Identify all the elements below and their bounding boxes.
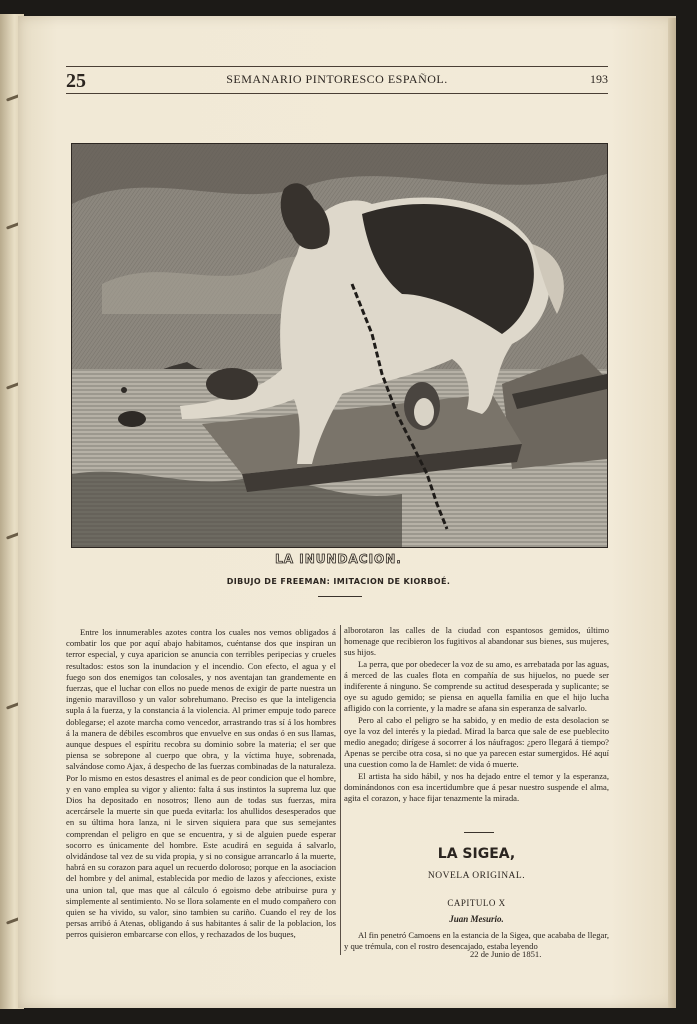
article-column-left: [66, 627, 336, 957]
article-paragraph: Pero al cabo el peligro se ha sabido, y en medio de esta desolacion se oye la voz del interés y la piedad. Mirad la barca que sale de ese pueblecito medio anegado; dirígese á socorrer á los náufragos: ¿pero llegará á tiempo? Apenas se percibe otra cosa, si no que ya parecen estar sumergidos. Hé aquí una cuestion como la de Hamlet: de vida ó muerte.: [344, 714, 609, 770]
swimming-puppy: [118, 411, 146, 427]
illustration-title: LA INUNDACION.: [275, 552, 402, 566]
novel-paragraph: Al fin penetró Camoens en la estancia de la Sigea, que acababa de llegar, y que trémula, con el rostro desencajado, estaba leyendo: [344, 930, 609, 952]
article-column-right: [344, 625, 609, 821]
chapter-heading: CAPITULO X: [447, 898, 506, 908]
chapter-name: Juan Mesurio.: [449, 914, 504, 924]
illustration-drawing: [72, 144, 607, 547]
novel-title: LA SIGEA,: [437, 846, 516, 862]
puppy-left: [206, 368, 258, 400]
article-paragraph: El artista ha sido hábil, y nos ha dejado entre el temor y la esperanza, dominándonos con esa incertidumbre que á pesar nuestro suspende el alma, agita el corazon, y hace fijar tenazmente la mirada.: [344, 770, 609, 804]
article-paragraph: alborotaron las calles de la ciudad con espantosos gemidos, último homenage que recibieron los fugitivos al abandonar sus bienes, sus mujeres, sus hijos.: [344, 625, 609, 658]
article-paragraph: La perra, que por obedecer la voz de su amo, es arrebatada por las aguas, á merced de las cuales flota en compañía de sus hijuelos, no puede ser indiferente á ninguno. Se comprende su actitud desesperada y suplicante; se oye su agudo gemido; se piensa en aquella familia en que el hijo lucha afligido con la corriente, y la madre se afana sin esperanza de salvarlo.: [344, 658, 609, 714]
page-stack-edge: [668, 18, 676, 1008]
distant-boat: [121, 387, 127, 393]
running-header: [66, 66, 608, 94]
engraving-dogs-flood-illustration: [71, 143, 608, 548]
column-divider: [340, 625, 341, 955]
publication-title: SEMANARIO PINTORESCO ESPAÑOL.: [226, 72, 448, 86]
section-divider: [464, 832, 494, 833]
illustration-credit: DIBUJO DE FREEMAN: IMITACION DE KIORBOÉ.: [226, 577, 451, 586]
caption-divider: [318, 596, 362, 597]
puppy-center-chest: [414, 398, 434, 426]
novel-subtitle: NOVELA ORIGINAL.: [427, 871, 526, 881]
page-number: 193: [590, 72, 608, 86]
article-paragraph: Entre los innumerables azotes contra los cuales nos vemos obligados á combatir los que por aquí abajo habitamos, cuéntanse dos que inspiran un terror especial, y cuya aparicion se anuncia con terribles peripecias y crueles resultados: estos son la inundacion y el incendio. Con efecto, el agua y el fuego son dos enemigos tan colosales, y nos aventajan tan grandemente en fuerzas, que el luchar con ellos no puede menos de exigir de parte nuestra un ingenio maravilloso y un valor sobrehumano. Preciso es que la inteligencia supla á la fuerza, y la constancia á la violencia. Al primer empuje todo parece doblegarse; el azote marcha como vencedor, arrastrando tras sí á los hombres á la manera de débiles escombros que envuelve en sus ondas ó en sus llamas, aunque despues el espíritu recobra su dominio sobre la materia; el ser que piensa se sobrepone al cuerpo que obra, y la víctima huye, sobrenada, salvándose como Ajax, á despecho de las fuerzas combinadas de la naturaleza. Por lo mismo en estos desastres el animal es de peor condicion que el hombre, y en vano emplea su vigor y aliento: falta á sus instintos la suprema luz que Dios ha depositado en nosotros; lleno aun de todas sus fuerzas, mira acercársele la muerte sin que pueda evitarla: los ahullidos desesperados que en su última hora lanza, ni le sirven siquiera para que sus semejantes comprendan el peligro en que se encuentra, y si de alguien puede esperar socorro es únicamente del hombre. Este acudirá en seguida á salvarlo, olvidándose tal vez de su vida propia, y si no consigue arrancarlo á la muerte, habrá en su corazon para aquel un recuerdo doloroso; porque en la asociacion del hombre y del animal, establecida por medio de lazos y afecciones, existe una union tal, que mas que al cálculo ó egoismo debe atribuirse pura y simplemente al sentimiento. No se llora solamente en el mudo compañero con quien se ha vivido, su valor, sino tambien su cariño. Cuando el rey de los persas arribó á Atenas, obligando á sus habitantes á salir de la poblacion, los perros quisieron embarcarse con ellos, y rechazados de los buques,: [66, 627, 336, 940]
dateline: 22 de Junio de 1851.: [470, 949, 542, 959]
issue-number: 25: [66, 70, 86, 92]
